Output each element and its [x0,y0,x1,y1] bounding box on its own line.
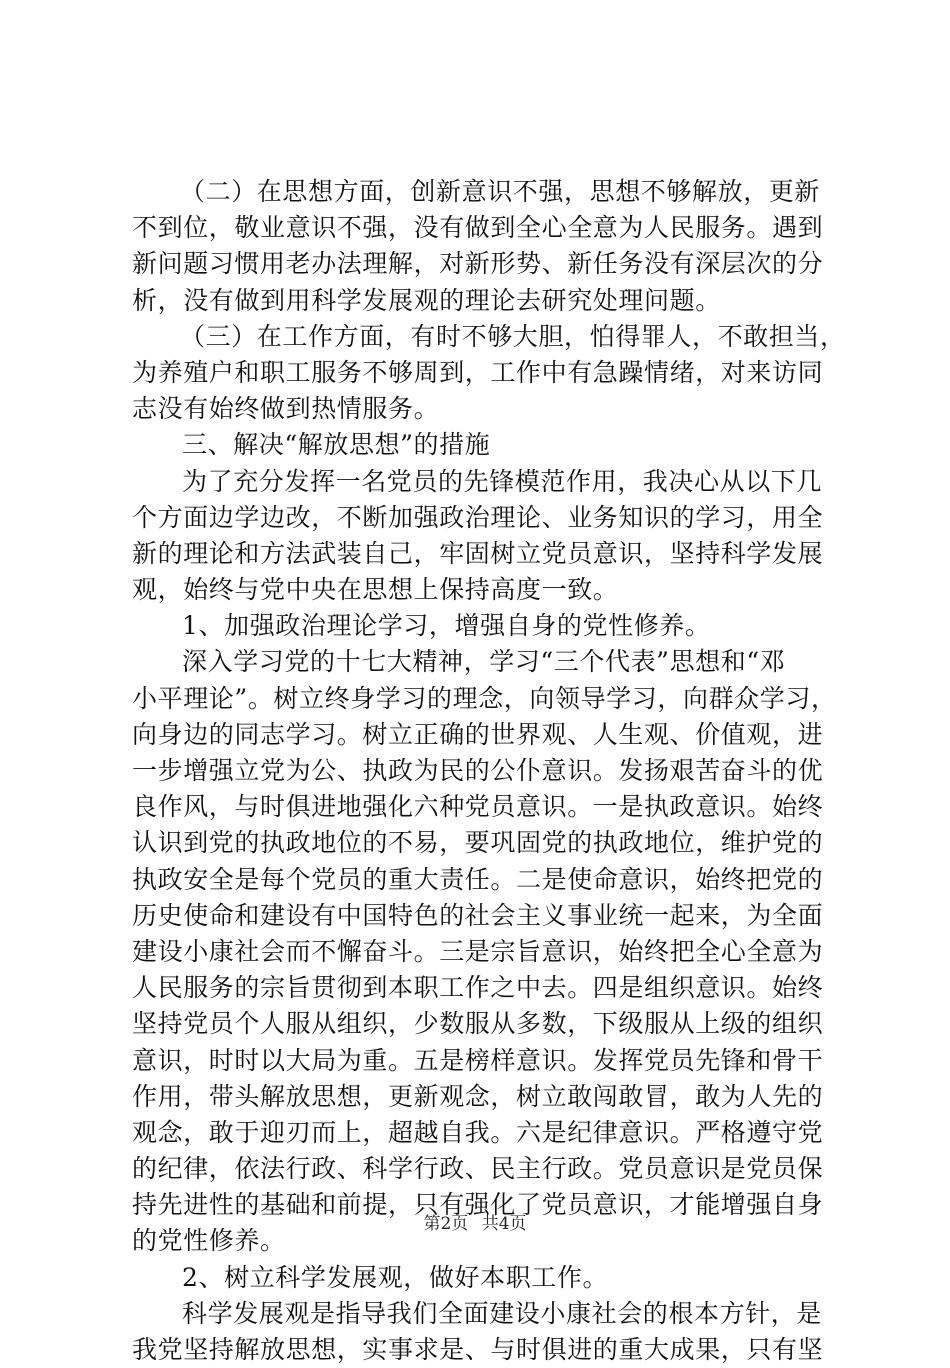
paragraph-line: 的纪律，依法行政、科学行政、民主行政。党员意识是党员保 [132,1154,824,1184]
paragraph-line: 深入学习党的十七大精神，学习“三个代表”思想和“邓 [182,647,786,677]
paragraph-line: 执政安全是每个党员的重大责任。二是使命意识，始终把党的 [132,864,824,894]
paragraph-line: 人民服务的宗旨贯彻到本职工作之中去。四是组织意识。始终 [132,973,824,1003]
paragraph-line: 新问题习惯用老办法理解，对新形势、新任务没有深层次的分 [132,249,824,279]
subsection-heading: 2、树立科学发展观，做好本职工作。 [182,1262,609,1292]
paragraph-line: 小平理论”。树立终身学习的理念，向领导学习，向群众学习， [132,683,837,713]
paragraph-line: （三）在工作方面，有时不够大胆，怕得罪人，不敢担当， [180,321,846,351]
paragraph-line: 坚持党员个人服从组织，少数服从多数，下级服从上级的组织 [132,1009,824,1039]
paragraph-line: 个方面边学边改，不断加强政治理论、业务知识的学习，用全 [132,502,824,532]
paragraph-line: 观，始终与党中央在思想上保持高度一致。 [132,575,619,605]
paragraph-line: 的党性修养。 [132,1226,286,1256]
subsection-heading: 1、加强政治理论学习，增强自身的党性修养。 [182,611,711,641]
page-total: 共4页 [481,1214,527,1234]
paragraph-line: 向身边的同志学习。树立正确的世界观、人生观、价值观，进 [132,719,824,749]
paragraph-line: 析，没有做到用科学发展观的理论去研究处理问题。 [132,285,721,315]
paragraph-line: 历史使命和建设有中国特色的社会主义事业统一起来，为全面 [132,900,824,930]
paragraph-line: 建设小康社会而不懈奋斗。三是宗旨意识，始终把全心全意为 [132,936,824,966]
paragraph-line: 不到位，敬业意识不强，没有做到全心全意为人民服务。遇到 [132,213,824,243]
body-text [132,174,852,1368]
paragraph-line: 持先进性的基础和前提，只有强化了党员意识，才能增强自身 [132,1190,824,1220]
paragraph-line: 科学发展观是指导我们全面建设小康社会的根本方针，是 [182,1298,823,1328]
paragraph-line: 认识到党的执政地位的不易，要巩固党的执政地位，维护党的 [132,828,824,858]
paragraph-line: 作用，带头解放思想，更新观念，树立敢闯敢冒，敢为人先的 [132,1081,824,1111]
paragraph-line: 良作风，与时俱进地强化六种党员意识。一是执政意识。始终 [132,792,824,822]
page-number: 第2页 [423,1214,469,1234]
paragraph-line: 志没有始终做到热情服务。 [132,394,440,424]
paragraph-line: 观念，敢于迎刃而上，超越自我。六是纪律意识。严格遵守党 [132,1117,824,1147]
paragraph-line: 为了充分发挥一名党员的先锋模范作用，我决心从以下几 [182,466,823,496]
section-heading: 三、解决“解放思想”的措施 [182,430,491,460]
paragraph-line: 新的理论和方法武装自己，牢固树立党员意识，坚持科学发展 [132,538,824,568]
page-footer [0,1213,950,1235]
paragraph-line: 意识，时时以大局为重。五是榜样意识。发挥党员先锋和骨干 [132,1045,824,1075]
paragraph-line: （二）在思想方面，创新意识不强，思想不够解放，更新 [180,177,821,206]
paragraph-line: 我党坚持解放思想，实事求是、与时俱进的重大成果，只有坚 [132,1335,824,1364]
paragraph-line: 一步增强立党为公、执政为民的公仆意识。发扬艰苦奋斗的优 [132,756,824,785]
paragraph-line: 为养殖户和职工服务不够周到，工作中有急躁情绪，对来访同 [132,357,824,387]
